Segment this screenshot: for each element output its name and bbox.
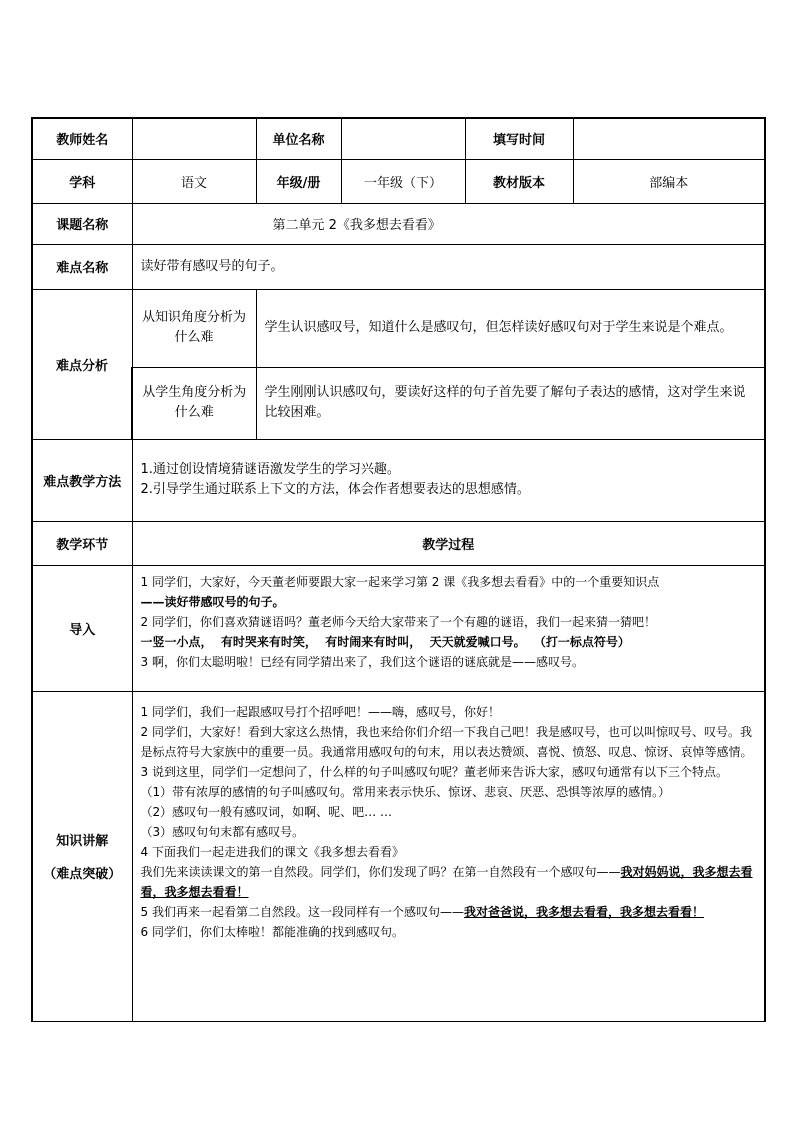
textbook-value: 部编本	[573, 159, 765, 203]
knowledge-paragraph-4: 4 下面我们一起走进我们的课文《我多想去看看》	[140, 844, 404, 859]
knowledge-paragraph-2: 2 同学们，大家好！看到大家这么热情，我也来给你们介绍一下我自己吧！我是感叹号，也可以叫惊叹号、叹号。我是标点符号大家族中的重要一员。我通常用感叹句的句末，用以表达赞颂、喜悦、愤怒、叹息、惊讶、哀悼等感情。	[140, 724, 753, 759]
knowledge-paragraph-6: 6 同学们，你们太棒啦！都能准确的找到感叹句。	[140, 924, 404, 939]
knowledge-paragraph-4b	[141, 862, 759, 902]
knowledge-content	[132, 691, 765, 1021]
student-angle-label: 从学生角度分析为什么难	[132, 367, 256, 439]
row-basic-info-2	[32, 159, 765, 203]
knowledge-label-2: （难点突破）	[43, 867, 122, 882]
knowledge-label: 知识讲解	[56, 834, 109, 849]
knowledge-paragraph-5	[141, 902, 759, 922]
intro-paragraph-1	[141, 572, 759, 612]
intro-label: 导入	[32, 565, 132, 691]
row-topic	[32, 203, 765, 244]
teacher-name-label: 教师姓名	[32, 118, 132, 159]
stage-label: 教学环节	[32, 521, 132, 565]
method-label: 难点教学方法	[32, 439, 132, 521]
method-line-1: 1.通过创设情境猜谜语激发学生的学习兴趣。	[140, 462, 400, 477]
row-intro	[32, 565, 765, 691]
student-angle-text: 学生刚刚认识感叹句，要读好这样的句子首先要了解句子表达的感情，这对学生来说比较困难。	[256, 367, 765, 439]
process-label: 教学过程	[132, 521, 765, 565]
intro-content	[132, 565, 765, 691]
grade-value: 一年级（下）	[341, 159, 465, 203]
row-process-header	[32, 521, 765, 565]
method-content	[132, 439, 765, 521]
method-line-2: 2.引导学生通过联系上下文的方法，体会作者想要表达的思想感情。	[140, 482, 530, 497]
knowledge-paragraph-1: 1 同学们，我们一起跟感叹号打个招呼吧！——嗨，感叹号，你好！	[140, 704, 500, 719]
unit-name-label: 单位名称	[256, 118, 341, 159]
lesson-plan-table	[31, 117, 766, 1022]
topic-value: 第二单元 2《我多想去看看》	[132, 203, 765, 244]
knowledge-paragraph-3: 3 说到这里，同学们一定想问了，什么样的句子叫感叹句呢？董老师来告诉大家，感叹句通常有以下三个特点。	[140, 764, 728, 779]
row-analysis-student	[32, 367, 765, 439]
knowledge-p4b-text: 我们先来读读课文的第一自然段。同学们，你们发现了吗？在第一自然段有一个感叹句——	[140, 864, 621, 879]
row-difficulty	[32, 244, 765, 289]
difficulty-label: 难点名称	[32, 244, 132, 289]
knowledge-point-3: （3）感叹句句末都有感叹号。	[140, 824, 305, 839]
knowledge-point-1: （1）带有浓厚的感情的句子叫感叹句。常用来表示快乐、惊讶、悲哀、厌恶、恐惧等浓厚的感情。）	[140, 784, 671, 799]
intro-paragraph-3: 3 啊，你们太聪明啦！已经有同学猜出来了，我们这个谜语的谜底就是——感叹号。	[140, 654, 584, 669]
knowledge-p5-text: 5 我们再来一起看第二自然段。这一段同样有一个感叹句——	[140, 904, 464, 919]
knowledge-p5-exclamation: 我对爸爸说，我多想去看看，我多想去看看！	[463, 904, 704, 919]
difficulty-value: 读好带有感叹号的句子。	[132, 244, 765, 289]
intro-p1-bold: ——读好带感叹号的句子。	[140, 594, 285, 609]
subject-value: 语文	[132, 159, 256, 203]
knowledge-angle-text: 学生认识感叹号，知道什么是感叹句，但怎样读好感叹句对于学生来说是个难点。	[256, 289, 765, 367]
intro-p1-text: 1 同学们，大家好，今天董老师要跟大家一起来学习第 2 课《我多想去看看》中的一个重要知识点	[140, 574, 660, 589]
textbook-label: 教材版本	[465, 159, 573, 203]
teacher-name-value	[132, 118, 256, 159]
topic-label: 课题名称	[32, 203, 132, 244]
analysis-label: 难点分析	[32, 289, 132, 439]
row-analysis-knowledge	[32, 289, 765, 367]
fill-time-value	[573, 118, 765, 159]
fill-time-label: 填写时间	[465, 118, 573, 159]
knowledge-p4-exclamation: 我对妈妈说，我多想去看看，我多想去看看！	[140, 864, 753, 899]
row-basic-info-1	[32, 118, 765, 159]
subject-label: 学科	[32, 159, 132, 203]
knowledge-angle-label: 从知识角度分析为什么难	[132, 289, 256, 367]
row-method	[32, 439, 765, 521]
grade-label: 年级/册	[256, 159, 341, 203]
intro-riddle: 一竖一小点， 有时哭来有时笑， 有时闹来有时叫， 天天就爱喊口号。 （打一标点符号）	[140, 634, 630, 649]
knowledge-label-cell	[32, 691, 132, 1021]
knowledge-point-2: （2）感叹句一般有感叹词，如啊、呢、吧… …	[140, 804, 392, 819]
row-knowledge	[32, 691, 765, 1021]
intro-paragraph-2: 2 同学们，你们喜欢猜谜语吗？董老师今天给大家带来了一个有趣的谜语，我们一起来猜一猜吧！	[140, 614, 656, 629]
unit-name-value	[341, 118, 465, 159]
